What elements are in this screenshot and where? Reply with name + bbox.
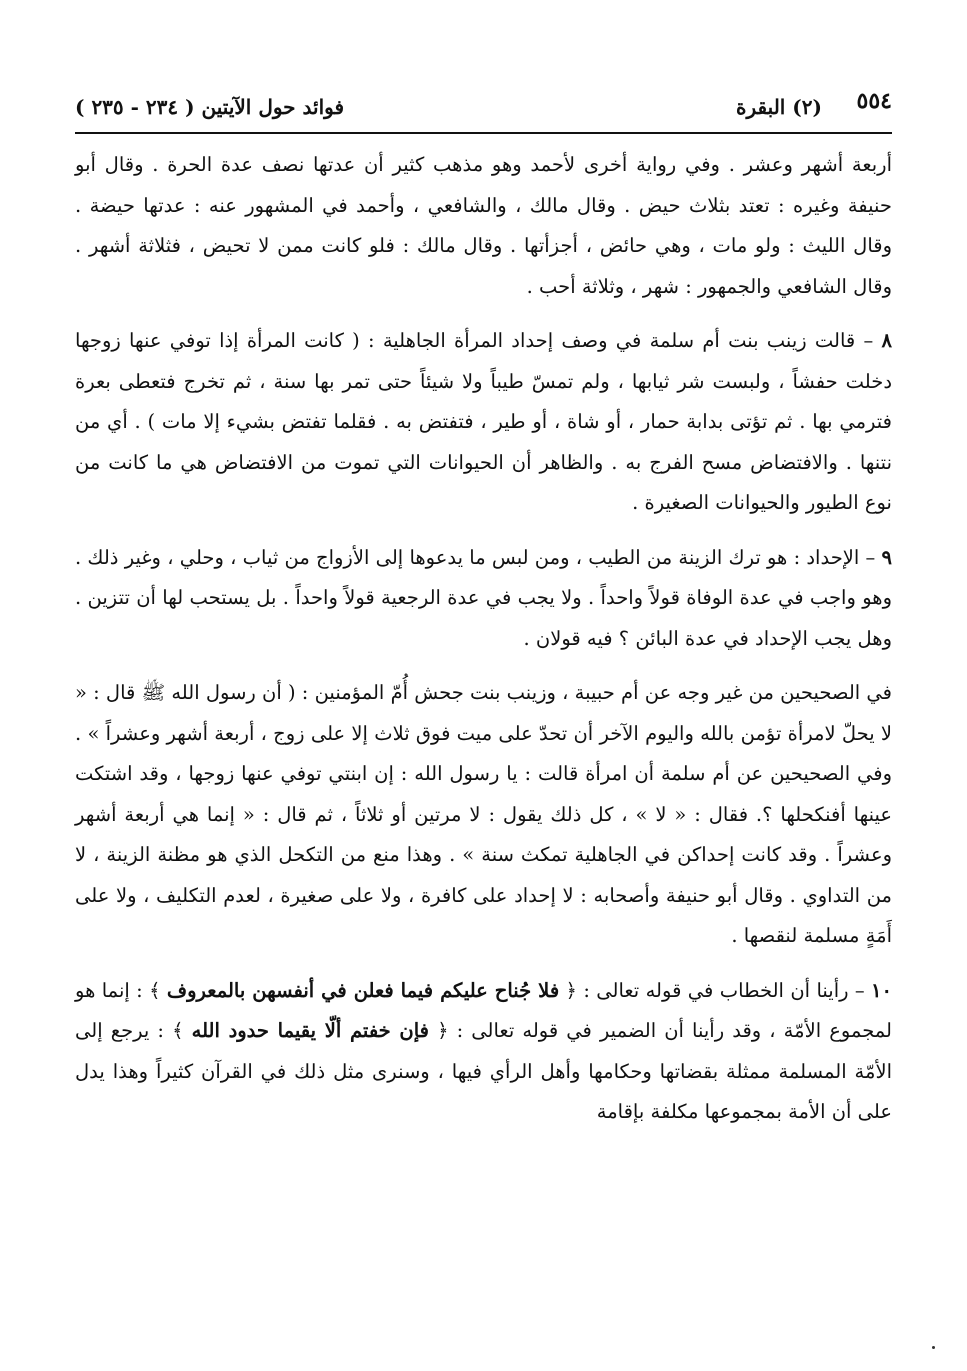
paragraph-hadith xyxy=(75,673,892,957)
section-topic: فوائد حول الآيتين ( ٢٣٤ - ٢٣٥ ) xyxy=(75,95,345,119)
paragraph-10 xyxy=(75,971,892,1133)
paragraph-number: ٩ xyxy=(881,545,892,569)
scan-speck xyxy=(932,1346,935,1349)
paragraph-text: – قالت زينب بنت أم سلمة في وصف إحداد المرأة الجاهلية : ( كانت المرأة إذا توفي عنها زوجها دخلت حفشاً ، ولبست شر ثيابها ، ولم تمسّ طيباً ولا شيئاً حتى تمر بها سنة ، ثم تخرج فتعطى بعرة فترمي بها . ثم تؤتى بدابة حمار ، أو شاة ، أو طير ، فتفتض به . فقلما تفتض بشيء إلا مات ) . أي من نتنها . والافتضاض مسح الفرج به . والظاهر أن الحيوانات التي تموت من الافتضاض هي ما كانت من نوع الطيور والحيوانات الصغيرة . xyxy=(75,329,892,514)
paragraph-number: ٨ xyxy=(881,329,892,352)
running-header xyxy=(75,88,892,126)
paragraph-continuation xyxy=(75,145,892,307)
paragraph-text: ﴾ : يرجع إلى الأمّة المسلمة ممثلة بقضاتها وحكامها وأهل الرأي فيها ، وسنرى مثل ذلك في القرآن كثيراً وهذا يدل على أن الأمة بمجموعها مكلفة بإقامة xyxy=(75,1019,892,1123)
paragraph-gap xyxy=(75,307,892,321)
paragraph-text: – رأينا أن الخطاب في قوله تعالى : ﴿ xyxy=(559,978,865,1002)
paragraph-text: في الصحيحين من غير وجه عن أم حبيبة ، وزينب بنت جحش أُمّ المؤمنين : ( أن رسول الله ﷺ قال : « لا يحلّ لامرأة تؤمن بالله واليوم الآخر أن تحدّ على ميت فوق ثلاث إلا على زوج ، أربعة أشهر وعشراً » . وفي الصحيحين عن أم سلمة أن امرأة قالت : يا رسول الله : إن ابنتي توفي عنها زوجها ، وقد اشتكت عينها أفنكحلها ؟. فقال : « لا » ، كل ذلك يقول : لا مرتين أو ثلاثاً ، ثم قال : « إنما هي أربعة أشهر وعشراً . وقد كانت إحداكن في الجاهلية تمكث سنة » . وهذا منع من التكحل الذي هو مظنة الزينة ، لا من التداوي . وقال أبو حنيفة وأصحابه : لا إحداد على كافرة ، ولا على صغيرة ، لعدم التكليف ، ولا على أَمَةٍ مسلمة لنقصها . xyxy=(75,681,892,947)
surah-title: (٢) البقرة xyxy=(736,95,822,119)
paragraph-gap xyxy=(75,659,892,673)
page-number: ٥٥٤ xyxy=(856,88,892,114)
paragraph-gap xyxy=(75,957,892,971)
header-divider xyxy=(75,132,892,134)
paragraph-text: – الإحداد : هو ترك الزينة من الطيب ، ومن لبس ما يدعوها إلى الأزواج من ثياب ، وحلي ، وغير ذلك . وهو واجب في عدة الوفاة قولاً واحداً . ولا يجب في عدة الرجعية قولاً واحداً . بل يستحب لها أن تتزين . وهل يجب الإحداد في عدة البائن ؟ فيه قولان . xyxy=(75,545,892,650)
paragraph-gap xyxy=(75,524,892,538)
paragraph-8 xyxy=(75,321,892,524)
quran-quote: فإن خفتم ألّا يقيما حدود الله xyxy=(191,1019,430,1042)
paragraph-9 xyxy=(75,538,892,660)
quran-quote: فلا جُناح عليكم فيما فعلن في أنفسهن بالمعروف xyxy=(166,978,560,1002)
paragraph-number: ١٠ xyxy=(871,978,892,1002)
paragraph-text: أربعة أشهر وعشر . وفي رواية أخرى لأحمد وهو مذهب كثير أن عدتها نصف عدة الحرة . وقال أبو حنيفة وغيره : تعتد بثلاث حيض . وقال مالك ، والشافعي ، وأحمد في المشهور عنه : عدتها حيضة . وقال الليث : ولو مات ، وهي حائض ، أجزأتها . وقال مالك : فلو كانت ممن لا تحيض ، فثلاثة أشهر . وقال الشافعي والجمهور : شهر ، وثلاثة أحب . xyxy=(75,153,892,298)
paragraph-text: ﴾ : إنما هو لمجموع الأمّة ، وقد رأينا أن الضمير في قوله تعالى : ﴿ xyxy=(75,978,892,1042)
page-body xyxy=(75,145,892,1133)
